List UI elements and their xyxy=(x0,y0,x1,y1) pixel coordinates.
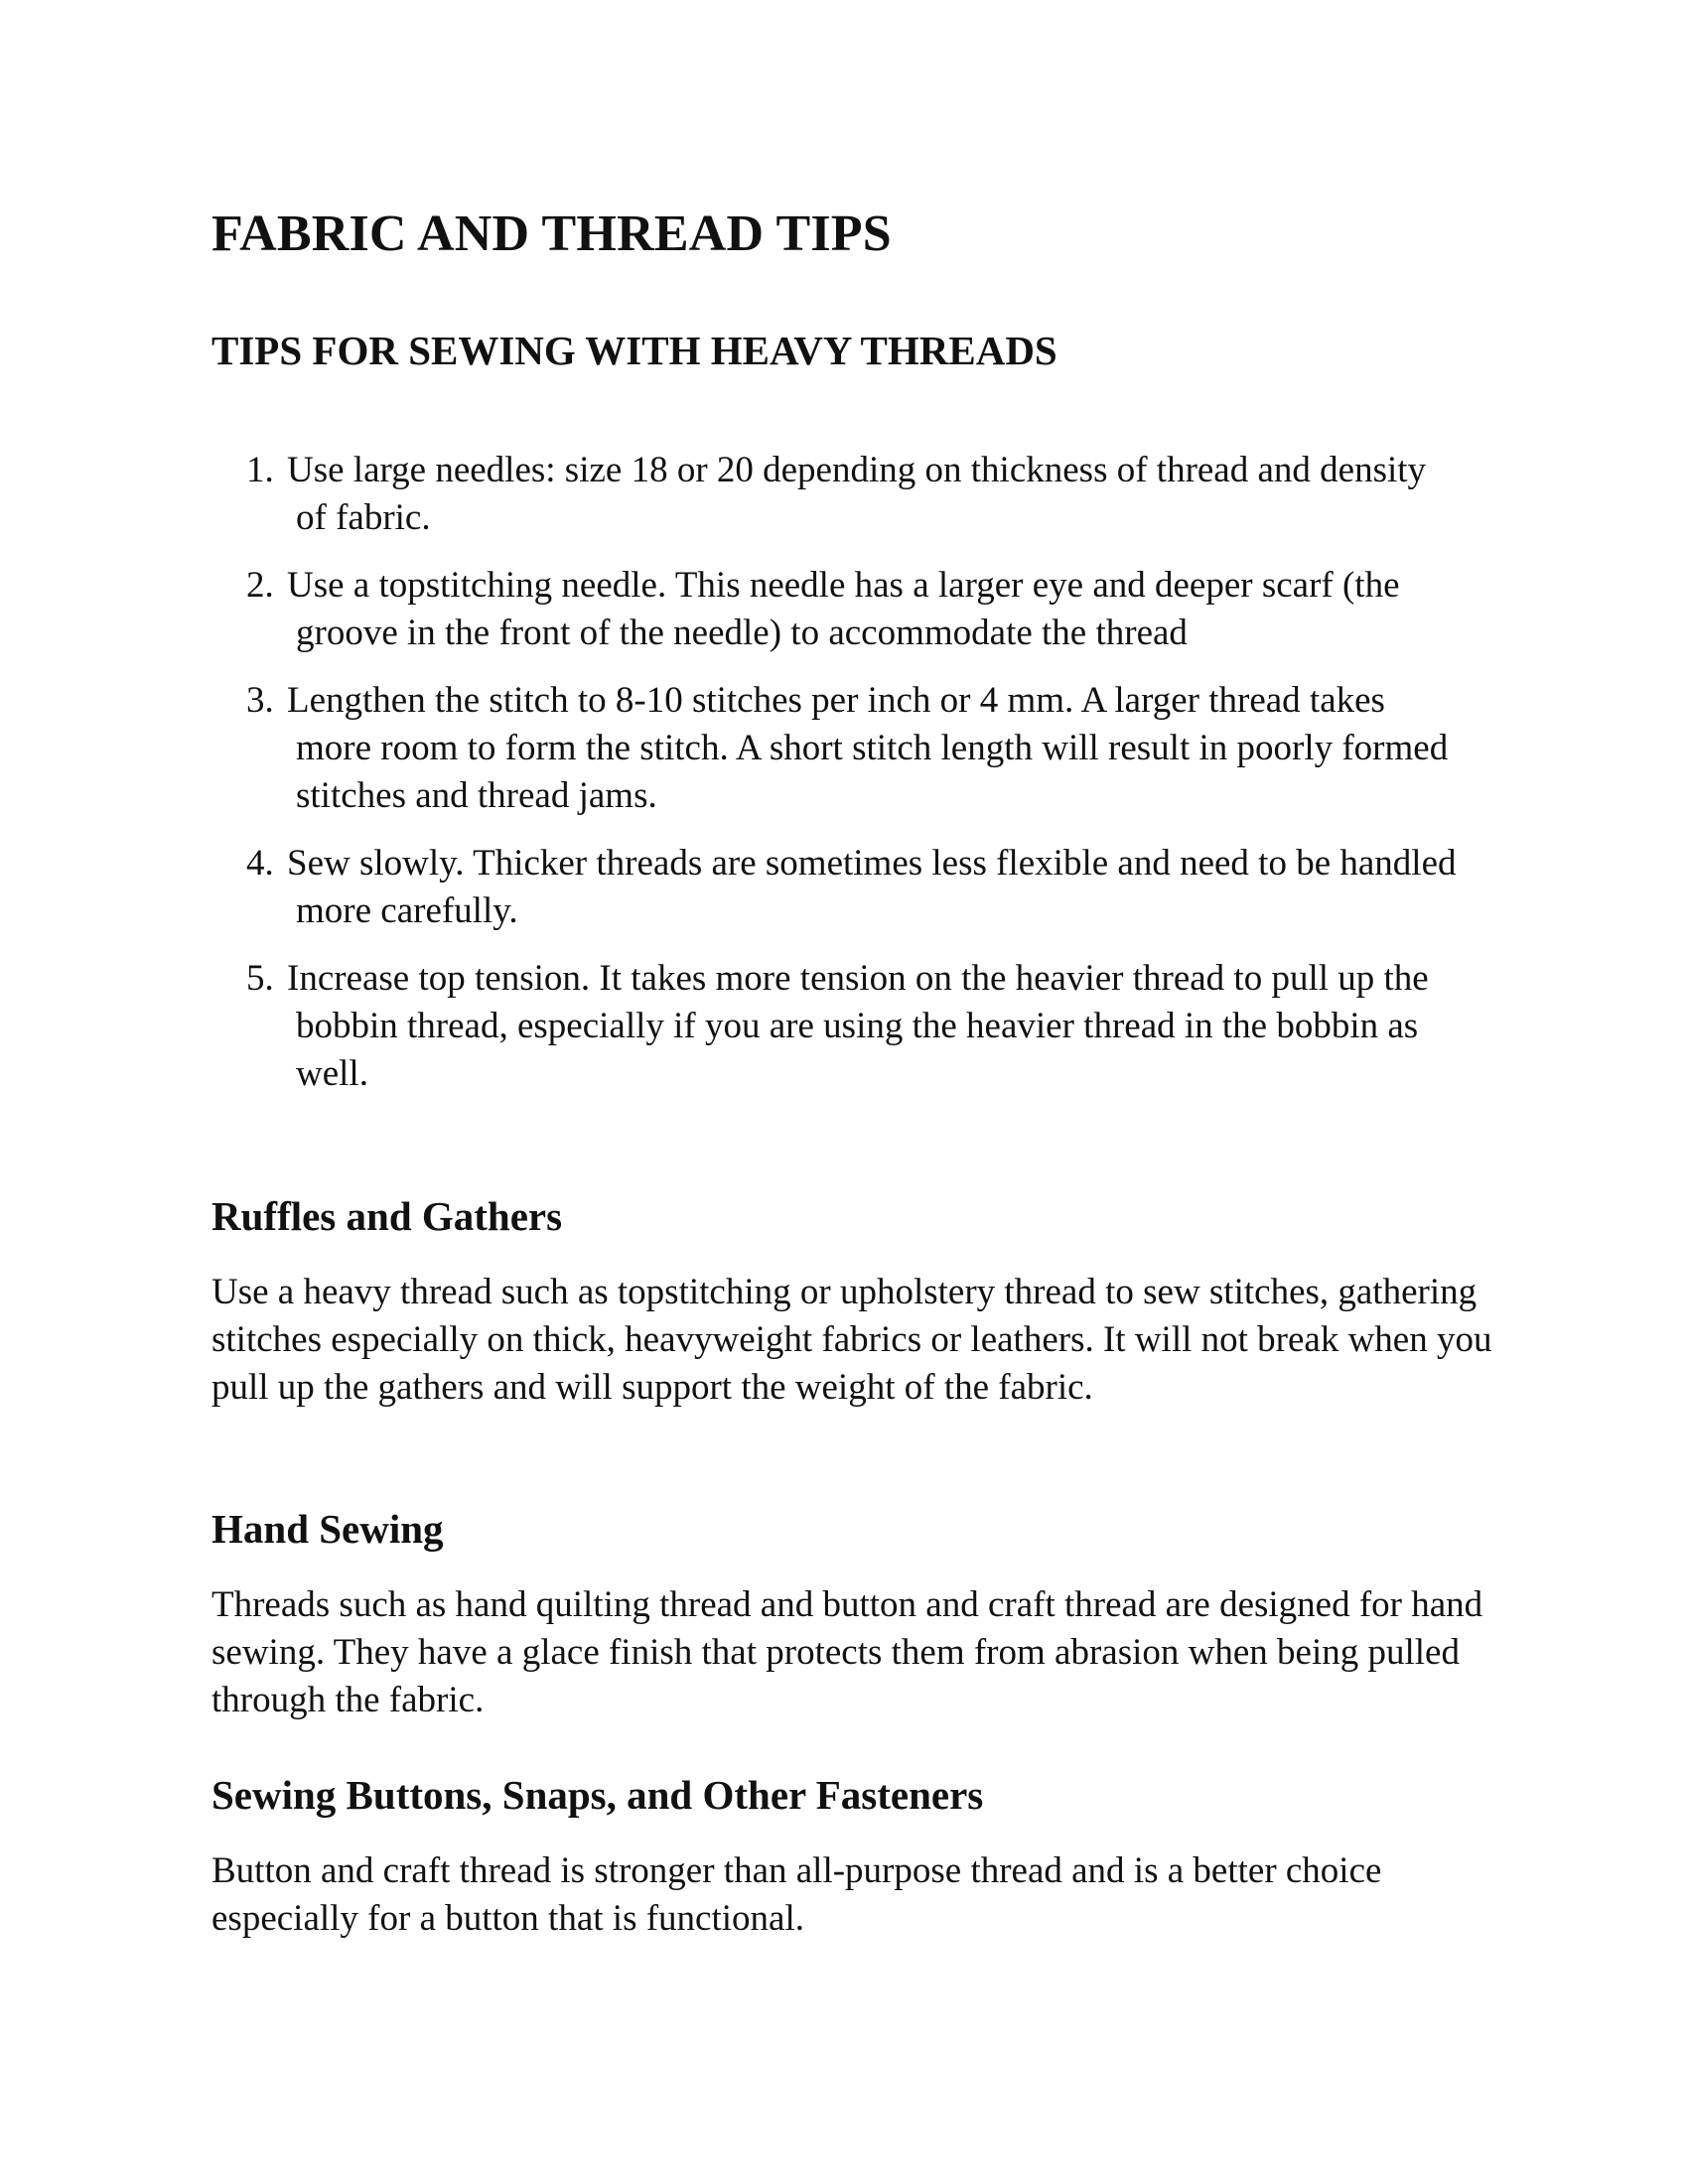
list-item-number: 2. xyxy=(246,565,274,606)
section-body-fasteners: Button and craft thread is stronger than all-purpose thread and is a better choice especially for a button that is functional. xyxy=(211,1850,1382,1939)
page-title: FABRIC AND THREAD TIPS xyxy=(211,205,892,262)
document-content xyxy=(211,204,1502,1939)
list-item-number: 1. xyxy=(246,450,274,490)
list-item-number: 5. xyxy=(246,958,274,999)
list-item xyxy=(246,955,1458,1098)
section-heading-hand-sewing: Hand Sewing xyxy=(211,1506,444,1552)
list-item-text: Lengthen the stitch to 8-10 stitches per inch or 4 mm. A larger thread takes more room to form the stitch. A short stitch length will result in poorly formed stitches and thread jams. xyxy=(287,680,1449,816)
heavy-thread-tips-list xyxy=(246,447,1458,1118)
list-item xyxy=(246,677,1458,820)
list-item-text: Sew slowly. Thicker threads are sometimes less flexible and need to be handled more carefully. xyxy=(287,843,1457,931)
section-heading-ruffles: Ruffles and Gathers xyxy=(211,1193,563,1239)
list-item-number: 4. xyxy=(246,843,274,884)
section-heading-fasteners: Sewing Buttons, Snaps, and Other Fasteners xyxy=(211,1772,984,1818)
list-item xyxy=(246,840,1458,935)
list-item xyxy=(246,562,1458,657)
list-item xyxy=(246,447,1458,542)
list-item-text: Use large needles: size 18 or 20 depending on thickness of thread and density of fabric. xyxy=(287,450,1427,538)
section-heading-heavy-threads: TIPS FOR SEWING WITH HEAVY THREADS xyxy=(211,328,1057,373)
list-item-text: Increase top tension. It takes more tension on the heavier thread to pull up the bobbin thread, especially if you are using the heavier thread in the bobbin as well. xyxy=(287,958,1429,1094)
section-body-ruffles: Use a heavy thread such as topstitching or upholstery thread to sew stitches, gathering stitches especially on thick, heavyweight fabrics or leathers. It will not break when you pull up the gathers and will support the weight of the fabric. xyxy=(211,1272,1492,1408)
list-item-number: 3. xyxy=(246,680,274,721)
list-item-text: Use a topstitching needle. This needle has a larger eye and deeper scarf (the groove in the front of the needle) to accommodate the thread xyxy=(287,565,1400,653)
section-body-hand-sewing: Threads such as hand quilting thread and button and craft thread are designed for hand sewing. They have a glace finish that protects them from abrasion when being pulled through the fabric. xyxy=(211,1584,1483,1720)
